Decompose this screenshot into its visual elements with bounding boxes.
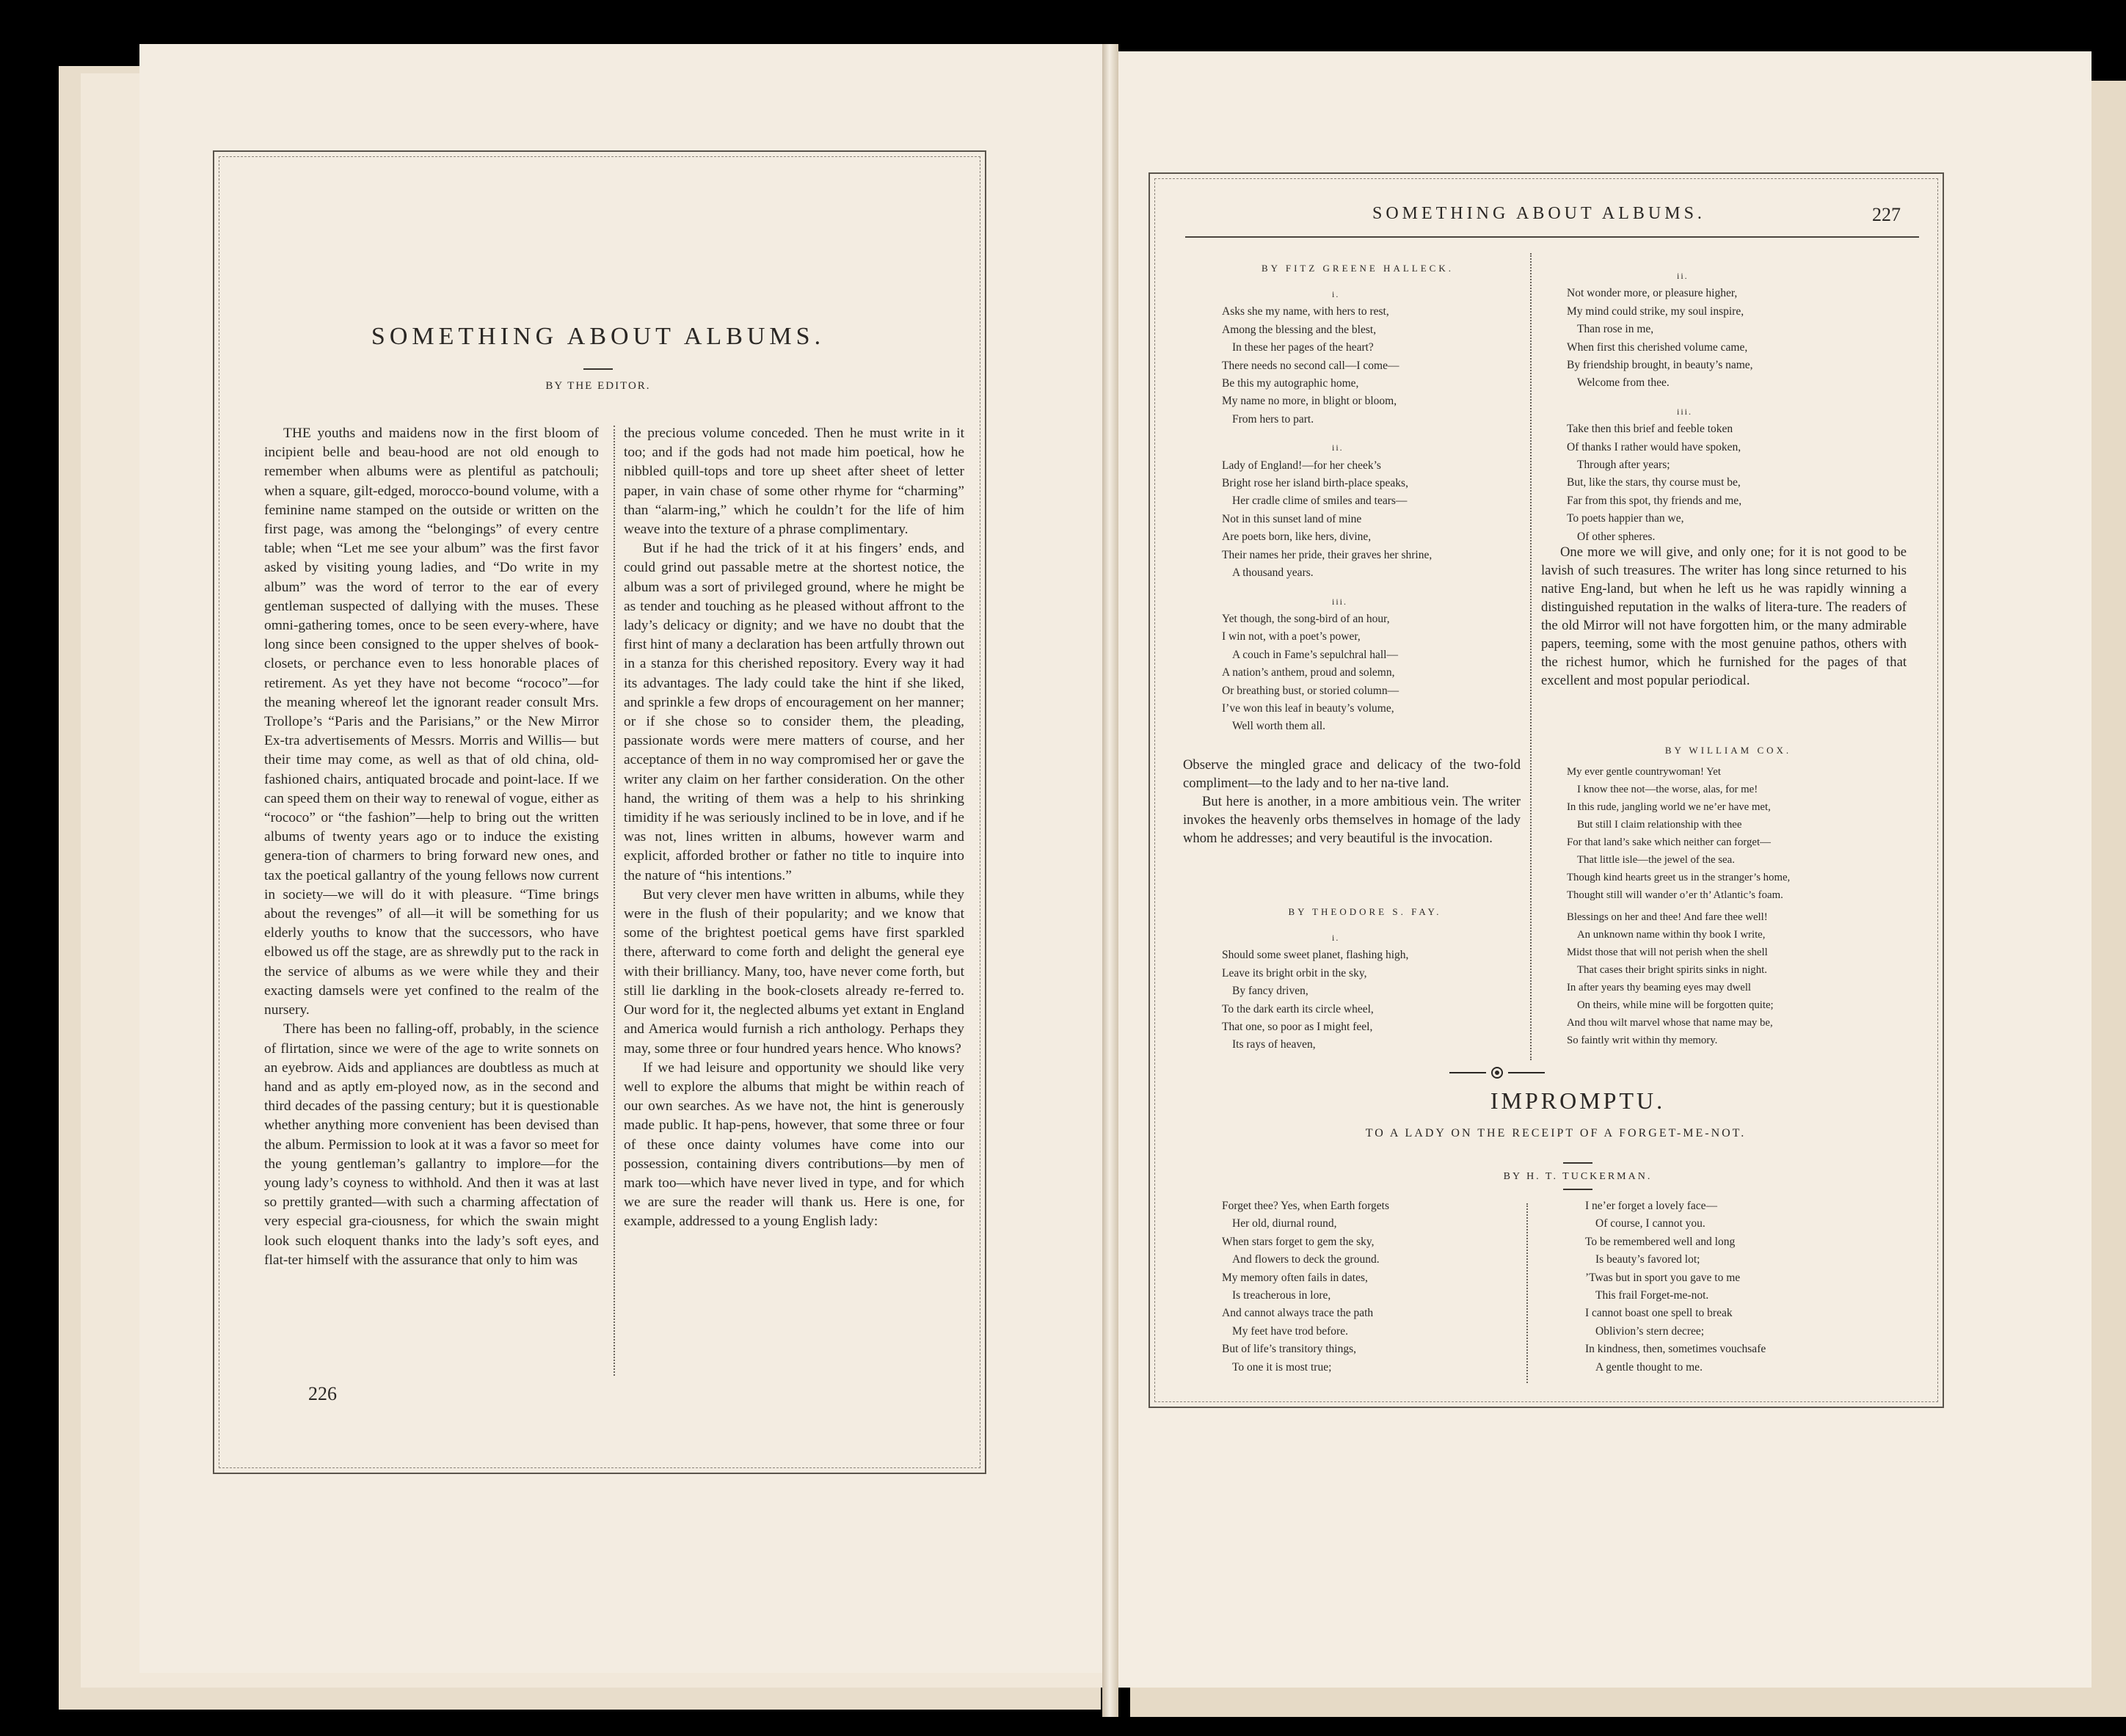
stanza-number: i. [1332, 289, 1340, 299]
poem-line: To be remembered well and long [1585, 1235, 1736, 1248]
poem-line: I win not, with a poet’s power, [1222, 630, 1361, 643]
paragraph: the precious volume conceded. Then he must write in it too; and if the gods had not made him poetical, how he nibbled quill-tops and tore up sheet after sheet of letter paper, in vain chase of some other rhyme for “charming” than “alarm-ing,” which he couldn’t for the life of him weave into the texture of a phrase complimentary. [624, 426, 964, 538]
paragraph: Observe the mingled grace and delicacy of the two-fold compliment—to the lady and to her na-tive land. [1183, 757, 1521, 791]
poem-line: That little isle—the jewel of the sea. [1577, 854, 1735, 866]
commentary [1183, 756, 1521, 847]
stanza-number: iii. [1332, 596, 1348, 607]
poem-line: This frail Forget-me-not. [1595, 1289, 1709, 1302]
poem-line: I cannot boast one spell to break [1585, 1307, 1733, 1320]
poem-line: Though kind hearts greet us in the stranger’s home, [1567, 872, 1791, 883]
poem-line: By fancy driven, [1232, 985, 1308, 998]
commentary [1541, 543, 1907, 690]
paragraph: There has been no falling-off, probably, in the science of flirtation, since we were of the age to write sonnets on an eyebrow. Aids and appliances are doubtless as much at hand and as aptly em-ployed now, as in the second and third decades of the passing century; but it is questionable whether anything more convenient has been devised than the album. Permission to look at it was a favor so meet for the young gentleman’s gallantry to implore—for the young lady’s coyness to withhold. And then it was at last so prettily granted—with such a charming affectation of very especial gra-ciousness, for which the swain might look such eloquent thanks into the lady’s soft eyes, and flat-ter himself with the assurance that only to him was [264, 1021, 599, 1268]
ornament-divider [1449, 1065, 1545, 1084]
paragraph: But here is another, in a more ambitious vein. The writer invokes the heavenly orbs themselves in homage of the lady whom he addresses; and very beautiful is the invocation. [1183, 794, 1521, 846]
poem-line: In these her pages of the heart? [1232, 341, 1374, 354]
byline: BY THEODORE S. FAY. [1288, 906, 1442, 917]
header-rule [1185, 236, 1919, 238]
stanza-number: iii. [1677, 406, 1693, 417]
ornament-icon [1449, 1065, 1545, 1080]
poem-line: A couch in Fame’s sepulchral hall— [1232, 648, 1398, 661]
byline: BY THE EDITOR. [545, 380, 651, 392]
poem-line: Of other spheres. [1577, 530, 1656, 543]
poem-line: My feet have trod before. [1232, 1324, 1348, 1338]
byline: BY WILLIAM COX. [1664, 745, 1792, 756]
poem-line: From hers to part. [1232, 412, 1314, 426]
poem-line: Should some sweet planet, flashing high, [1222, 949, 1409, 962]
poem-line: Welcome from thee. [1577, 376, 1670, 390]
poem-line: ’Twas but in sport you gave to me [1585, 1271, 1741, 1284]
column-divider [614, 426, 615, 1376]
byline: BY H. T. TUCKERMAN. [1503, 1171, 1653, 1182]
poem-line: Not in this sunset land of mine [1222, 512, 1362, 525]
page-number: 226 [308, 1383, 337, 1404]
stanza-number: ii. [1332, 442, 1344, 453]
title-rule [242, 368, 954, 370]
column-divider [1530, 253, 1532, 1060]
left-column-1 [264, 424, 599, 1270]
poem-line: But of life’s transitory things, [1222, 1343, 1356, 1356]
paragraph: THE youths and maidens now in the first bloom of incipient belle and beau-hood are not old enough to remember when albums were as plentiful as patchouli; when a square, gilt-edged, morocco-bound volume, with a feminine name stamped on the outside or written on the first page, was among the “belongings” of every centre table; when “Let me see your album” was the first favor asked by visiting young ladies, and “Do write in my album” was the word of terror to the ear of every gentleman suspected of dallying with the muses. These omni-gathering tomes, once to be seen every-where, have long since been consigned to the upper shelves of book-closets, or perchance even to less honorable places of retirement. As yet they have not become “rococo”—for the meaning whereof let the ignorant reader consult Mrs. Trollope’s “Paris and the Parisians,” or the New Mirror Ex-tra advertisements of Messrs. Morris and Willis— but their time may come, as well as that of old china, old-fashioned chairs, antiquated brocade and point-lace. If we can speed them on their way to renewal of vogue, either as “rococo” or “the fashion”—help to bring out the written albums of twenty years ago or to induce the existing genera-tion of charmers to bring forward new ones, and tax the poetical gallantry of the young fellows now current in society—we will do it with pleasure. “Time brings about the revenges” of all—it will be something for us elderly youths to know that the successors, who have elbowed us off the stage, are as shrewdly put to the rack in the service of albums as we were while they and their exacting damsels were yet confined to the realm of the nursery. [264, 426, 599, 1018]
column-divider [1526, 1203, 1528, 1383]
poem-tuckerman-left [1222, 1197, 1530, 1376]
paragraph: But very clever men have written in albums, while they were in the flush of their popularity; and we know that some of the brightest poetical gems have first sparkled there, afterward to come forth and delight the general eye with their brilliancy. Many, too, have never come forth, but still lie darkling in the book-closets already re-ferred to. Our word for it, the neglected albums yet extant in England and America would furnish a rich anthology. Perhaps they may, some three or four hundred years hence. Who knows? [624, 886, 964, 1057]
poem-line: To poets happier than we, [1567, 512, 1684, 525]
title-rule [1211, 1189, 1945, 1190]
poem-line: Is beauty’s favored lot; [1595, 1253, 1700, 1266]
poem-line: There needs no second call—I come— [1222, 359, 1399, 372]
poem-line: So faintly writ within thy memory. [1567, 1035, 1718, 1046]
poem-line: Well worth them all. [1232, 720, 1326, 733]
poem-line: Forget thee? Yes, when Earth forgets [1222, 1200, 1390, 1212]
poem-line: I ne’er forget a lovely face— [1585, 1200, 1718, 1212]
poem-line: Its rays of heaven, [1232, 1038, 1316, 1051]
poem-line: Of thanks I rather would have spoken, [1567, 440, 1741, 453]
poem-line: To one it is most true; [1232, 1360, 1332, 1374]
poem-line: My memory often fails in dates, [1222, 1271, 1368, 1284]
poem-line: Among the blessing and the blest, [1222, 323, 1377, 336]
poem-line: My name no more, in blight or bloom, [1222, 395, 1397, 408]
poem-line: Oblivion’s stern decree; [1595, 1324, 1705, 1338]
book-gutter [1102, 44, 1118, 1717]
poem-line: My ever gentle countrywoman! Yet [1567, 766, 1721, 778]
poem-line: A nation’s anthem, proud and solemn, [1222, 666, 1395, 679]
poem-line: Midst those that will not perish when the shell [1567, 947, 1768, 958]
poem-line: And flowers to deck the ground. [1232, 1253, 1380, 1266]
left-column-2 [624, 424, 964, 1232]
page-title: SOMETHING ABOUT ALBUMS. [371, 323, 826, 350]
poem-line: By friendship brought, in beauty’s name, [1567, 359, 1753, 372]
poem-halleck [1222, 282, 1530, 736]
running-head-title: SOMETHING ABOUT ALBUMS. [1372, 204, 1705, 223]
poem-line: Not wonder more, or pleasure higher, [1567, 287, 1738, 300]
poem-line: An unknown name within thy book I write, [1577, 929, 1766, 941]
poem-line: Are poets born, like hers, divine, [1222, 530, 1372, 544]
byline: BY FITZ GREENE HALLECK. [1262, 263, 1454, 274]
impromptu-subtitle: TO A LADY ON THE RECEIPT OF A FORGET-ME-NOT. [1365, 1127, 1747, 1139]
poem-line: Or breathing bust, or storied column— [1222, 684, 1399, 697]
stanza-number: i. [1332, 933, 1340, 943]
poem-line: Her old, diurnal round, [1232, 1217, 1337, 1230]
poem-line: Lady of England!—for her cheek’s [1222, 459, 1381, 472]
poem-line: Than rose in me, [1577, 323, 1654, 336]
poem-line: My mind could strike, my soul inspire, [1567, 304, 1744, 318]
poem-line: In after years thy beaming eyes may dwell [1567, 982, 1752, 993]
poem-line: Yet though, the song-bird of an hour, [1222, 612, 1390, 625]
poem-line: Thought still will wander o’er th’ Atlantic’s foam. [1567, 889, 1783, 901]
poem-fay-right [1567, 264, 1912, 546]
impromptu-title: IMPROMPTU. [1490, 1087, 1666, 1114]
poem-line: But, like the stars, thy course must be, [1567, 476, 1741, 489]
poem-line: When first this cherished volume came, [1567, 340, 1748, 354]
paragraph: But if he had the trick of it at his fingers’ ends, and could grind out passable metre at the shortest notice, the album was a sort of privileged ground, where he might be as tender and touching as he pleased without affront to the lady’s delicacy or dignity; and we have no doubt that the first hint of many a declaration has been artfully thrown out in a stanza for this cherished repository. Every way it had its advantages. The lady could take the hint if she liked, and sprinkle a few drops of encouragement on her manner; or if she chose so to consider them, the pleading, passionate words were mere matters of course, and her acceptance of them in no way compromised her or gave the writer any claim on her farther consideration. On the other hand, the writing of them was a help to his shrinking timidity if he was seriously inclined to be in love, and if he was not, lines written in albums, however warm and explicit, afforded brother or father no title to inquire into the nature of “his intentions.” [624, 541, 964, 883]
poem-line: Their names her pride, their graves her shrine, [1222, 548, 1432, 561]
poem-cox [1567, 763, 1912, 1049]
running-head [1174, 204, 1908, 233]
poem-line: Is treacherous in lore, [1232, 1289, 1331, 1302]
poem-line: Take then this brief and feeble token [1567, 423, 1733, 436]
poem-line: For that land’s sake which neither can forget— [1567, 836, 1771, 848]
poem-line: When stars forget to gem the sky, [1222, 1235, 1375, 1248]
poem-line: I know thee not—the worse, alas, for me! [1577, 784, 1758, 795]
poem-line: A thousand years. [1232, 566, 1314, 580]
poem-line: I’ve won this leaf in beauty’s volume, [1222, 701, 1394, 715]
poem-line: Of course, I cannot you. [1595, 1217, 1705, 1230]
poem-line: Blessings on her and thee! And fare thee well! [1567, 911, 1768, 923]
poem-fay-left [1222, 926, 1530, 1054]
poem-line: Leave its bright orbit in the sky, [1222, 966, 1367, 980]
paragraph: One more we will give, and only one; for it is not good to be lavish of such treasures. The writer has long since returned to his native Eng-land, but when he left us he was rapidly winning a distinguished reputation in the walks of litera-ture. The readers of the old Mirror will not have forgotten him, or the many admirable papers, teeming, some with the most genuine pathos, others with the richest humor, which he furnished for the pages of that excellent and most popular periodical. [1541, 544, 1907, 688]
poem-line: That one, so poor as I might feel, [1222, 1021, 1373, 1034]
poem-tuckerman-right [1585, 1197, 1908, 1376]
poem-line: Asks she my name, with hers to rest, [1222, 305, 1389, 318]
poem-line: A gentle thought to me. [1595, 1360, 1703, 1374]
poem-line: And cannot always trace the path [1222, 1307, 1374, 1320]
poem-line: Her cradle clime of smiles and tears— [1232, 495, 1408, 508]
poem-line: On theirs, while mine will be forgotten quite; [1577, 999, 1774, 1011]
poem-line: And thou wilt marvel whose that name may be, [1567, 1017, 1773, 1029]
paragraph: If we had leisure and opportunity we should like very well to explore the albums that might be within reach of our own searches. As we have not, the hint is generously made public. It hap-pens, however, that some three or four of these once dainty volumes have come into our possession, containing divers contributions—by men of mark too—which have never lived in type, and for which we are sure the reader will thank us. Here is one, for example, addressed to a young English lady: [624, 1060, 964, 1230]
poem-line: In this rude, jangling world we ne’er have met, [1567, 801, 1771, 813]
poem-line: But still I claim relationship with thee [1577, 819, 1742, 831]
poem-line: To the dark earth its circle wheel, [1222, 1002, 1374, 1015]
title-rule [1211, 1162, 1945, 1164]
poem-line: In kindness, then, sometimes vouchsafe [1585, 1343, 1766, 1356]
poem-line: Through after years; [1577, 459, 1670, 472]
page-number: 227 [1872, 204, 1901, 225]
poem-line: Far from this spot, thy friends and me, [1567, 494, 1742, 507]
poem-line: That cases their bright spirits sinks in night. [1577, 964, 1767, 976]
stanza-number: ii. [1677, 271, 1689, 281]
poem-line: Be this my autographic home, [1222, 377, 1359, 390]
poem-line: Bright rose her island birth-place speaks, [1222, 477, 1408, 490]
